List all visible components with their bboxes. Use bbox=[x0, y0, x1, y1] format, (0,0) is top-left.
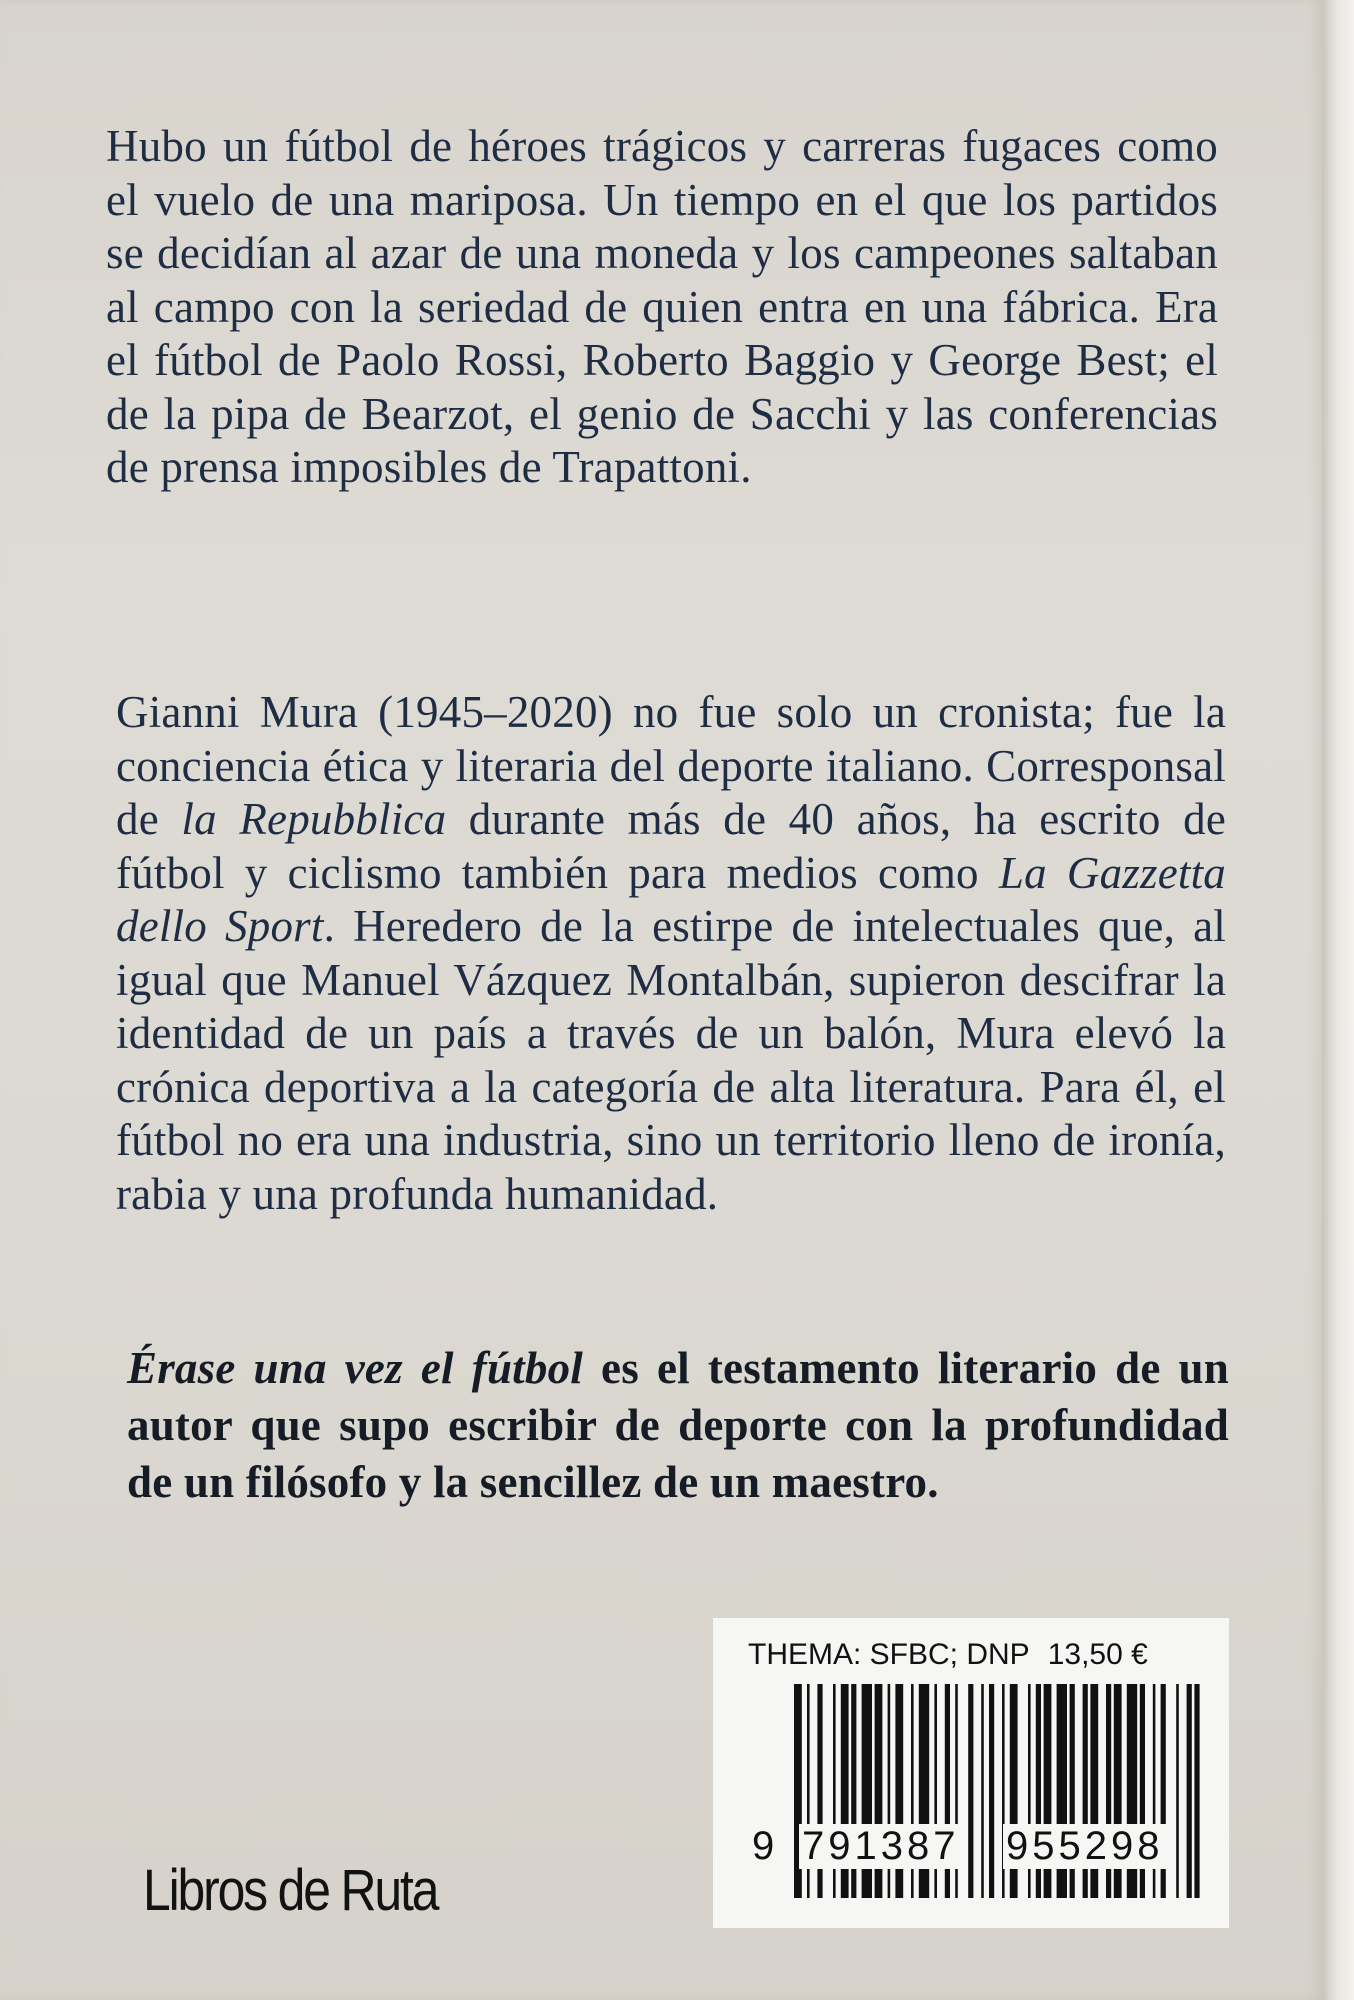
synopsis-text: Hubo un fútbol de héroes trágicos y carreras fugaces como el vuelo de una mariposa. Un tiempo en el que los partidos se decidían al azar de una moneda y los campeones saltaban al campo con la seriedad de quien entra en una fábrica. Era el fútbol de Paolo Rossi, Roberto Baggio y George Best; el de la pipa de Bearzot, el genio de Sacchi y las conferencias de prensa imposibles de Trapattoni. bbox=[106, 121, 1218, 492]
price: 13,50 € bbox=[1047, 1638, 1148, 1671]
barcode-label bbox=[713, 1618, 1229, 1928]
bio-italic-newspaper: la Repubblica bbox=[181, 794, 447, 844]
closing-text: es el testamento literario de un autor que supo escribir de deporte con la profundidad de un filósofo y la sencillez de un maestro. bbox=[127, 1343, 1229, 1507]
isbn-right-digits: 955298 bbox=[1003, 1824, 1166, 1869]
author-bio-paragraph bbox=[116, 686, 1226, 1221]
bio-italic-gazzetta: La Gazzetta dello Sport bbox=[116, 847, 1226, 951]
thema-code: THEMA: SFBC; DNP bbox=[748, 1638, 1030, 1671]
bio-text-1: Gianni Mura (1945–2020) no fue solo un cronista; fue la conciencia ética y literaria del deporte italiano. Corresponsal de bbox=[116, 687, 1226, 844]
isbn-left-digits: 791387 bbox=[799, 1824, 962, 1869]
thema-price-row bbox=[748, 1638, 1218, 1672]
bio-text-3: . Heredero de la estirpe de intelectuales que, al igual que Manuel Vázquez Montalbán, supieron descifrar la identidad de un país a través de un balón, Mura elevó la crónica deportiva a la categoría de alta literatura. Para él, el fútbol no era una industria, sino un territorio lleno de ironía, rabia y una profunda humanidad. bbox=[116, 901, 1226, 1219]
bio-text-2: durante más de 40 años, ha escrito de fútbol y ciclismo también para medios como bbox=[116, 794, 1226, 898]
page-edge bbox=[1322, 0, 1354, 2000]
synopsis-paragraph bbox=[106, 120, 1218, 495]
closing-statement bbox=[127, 1340, 1229, 1511]
publisher-logo: Libros de Ruta bbox=[143, 1858, 438, 1923]
book-title-italic: Érase una vez el fútbol bbox=[127, 1343, 583, 1393]
isbn-digits bbox=[749, 1824, 1215, 1884]
isbn-first-digit: 9 bbox=[749, 1824, 777, 1869]
